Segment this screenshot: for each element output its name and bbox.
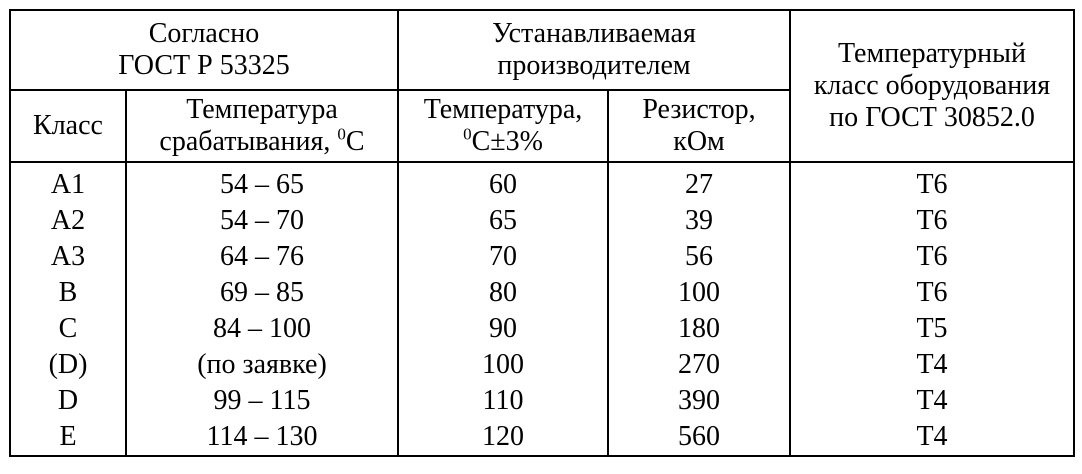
trigger-range-cell: 84 – 100 bbox=[126, 311, 398, 347]
header-text: Температура, bbox=[423, 94, 583, 125]
detector-class-table bbox=[9, 9, 1075, 457]
header-text: С bbox=[345, 126, 365, 157]
set-temp-cell: 60 bbox=[398, 162, 608, 203]
resistor-cell: 39 bbox=[608, 203, 790, 239]
header-text: Устанавливаемая bbox=[492, 18, 696, 49]
header-text: срабатывания, bbox=[159, 126, 331, 157]
table-container bbox=[9, 9, 1075, 457]
header-text: по ГОСТ 30852.0 bbox=[829, 102, 1035, 133]
resistor-cell: 27 bbox=[608, 162, 790, 203]
resistor-cell: 100 bbox=[608, 275, 790, 311]
table-body bbox=[10, 162, 1074, 456]
set-temp-cell: 90 bbox=[398, 311, 608, 347]
set-temp-cell: 65 bbox=[398, 203, 608, 239]
set-temp-cell: 100 bbox=[398, 347, 608, 383]
set-temp-cell: 110 bbox=[398, 383, 608, 419]
table-row bbox=[10, 203, 1074, 239]
temp-class-cell: T6 bbox=[790, 239, 1074, 275]
trigger-range-cell: 99 – 115 bbox=[126, 383, 398, 419]
table-row bbox=[10, 383, 1074, 419]
table-row bbox=[10, 275, 1074, 311]
class-cell: C bbox=[10, 311, 126, 347]
table-row bbox=[10, 162, 1074, 203]
class-cell: A3 bbox=[10, 239, 126, 275]
class-cell: A1 bbox=[10, 162, 126, 203]
header-text: ГОСТ Р 53325 bbox=[118, 50, 290, 81]
table-row bbox=[10, 311, 1074, 347]
table-row bbox=[10, 419, 1074, 456]
resistor-cell: 180 bbox=[608, 311, 790, 347]
degree-superscript: 0 bbox=[337, 124, 346, 144]
resistor-cell: 270 bbox=[608, 347, 790, 383]
trigger-temp-header bbox=[126, 90, 398, 162]
temp-class-cell: T6 bbox=[790, 275, 1074, 311]
header-text: класс оборудования bbox=[813, 70, 1051, 101]
header-text: С±3% bbox=[471, 126, 543, 157]
trigger-range-cell: 54 – 65 bbox=[126, 162, 398, 203]
trigger-range-cell: 69 – 85 bbox=[126, 275, 398, 311]
header-row-1 bbox=[10, 10, 1074, 90]
header-text: кОм bbox=[673, 126, 725, 157]
set-temp-cell: 70 bbox=[398, 239, 608, 275]
header-text: Температура bbox=[186, 94, 338, 125]
resistor-cell: 56 bbox=[608, 239, 790, 275]
class-header bbox=[10, 90, 126, 162]
equipment-class-header bbox=[790, 10, 1074, 162]
class-cell: A2 bbox=[10, 203, 126, 239]
class-cell: (D) bbox=[10, 347, 126, 383]
table-row bbox=[10, 347, 1074, 383]
temp-class-cell: T4 bbox=[790, 347, 1074, 383]
class-cell: D bbox=[10, 383, 126, 419]
temp-class-cell: T4 bbox=[790, 383, 1074, 419]
temp-class-cell: T5 bbox=[790, 311, 1074, 347]
header-text: Резистор, bbox=[642, 94, 756, 125]
temp-class-cell: T4 bbox=[790, 419, 1074, 456]
set-temp-header bbox=[398, 90, 608, 162]
resistor-cell: 390 bbox=[608, 383, 790, 419]
temp-class-cell: T6 bbox=[790, 203, 1074, 239]
class-cell: E bbox=[10, 419, 126, 456]
trigger-range-cell: 64 – 76 bbox=[126, 239, 398, 275]
trigger-range-cell: 114 – 130 bbox=[126, 419, 398, 456]
resistor-cell: 560 bbox=[608, 419, 790, 456]
manufacturer-group-header bbox=[398, 10, 790, 90]
header-text: Класс bbox=[33, 110, 103, 141]
gost-group-header bbox=[10, 10, 398, 90]
table-row bbox=[10, 239, 1074, 275]
degree-superscript: 0 bbox=[463, 124, 472, 144]
header-text: Согласно bbox=[148, 18, 260, 49]
set-temp-cell: 120 bbox=[398, 419, 608, 456]
trigger-range-cell: 54 – 70 bbox=[126, 203, 398, 239]
trigger-range-cell: (по заявке) bbox=[126, 347, 398, 383]
resistor-header bbox=[608, 90, 790, 162]
header-text: производителем bbox=[497, 50, 691, 81]
header-text: Температурный bbox=[838, 38, 1026, 69]
temp-class-cell: T6 bbox=[790, 162, 1074, 203]
set-temp-cell: 80 bbox=[398, 275, 608, 311]
class-cell: B bbox=[10, 275, 126, 311]
